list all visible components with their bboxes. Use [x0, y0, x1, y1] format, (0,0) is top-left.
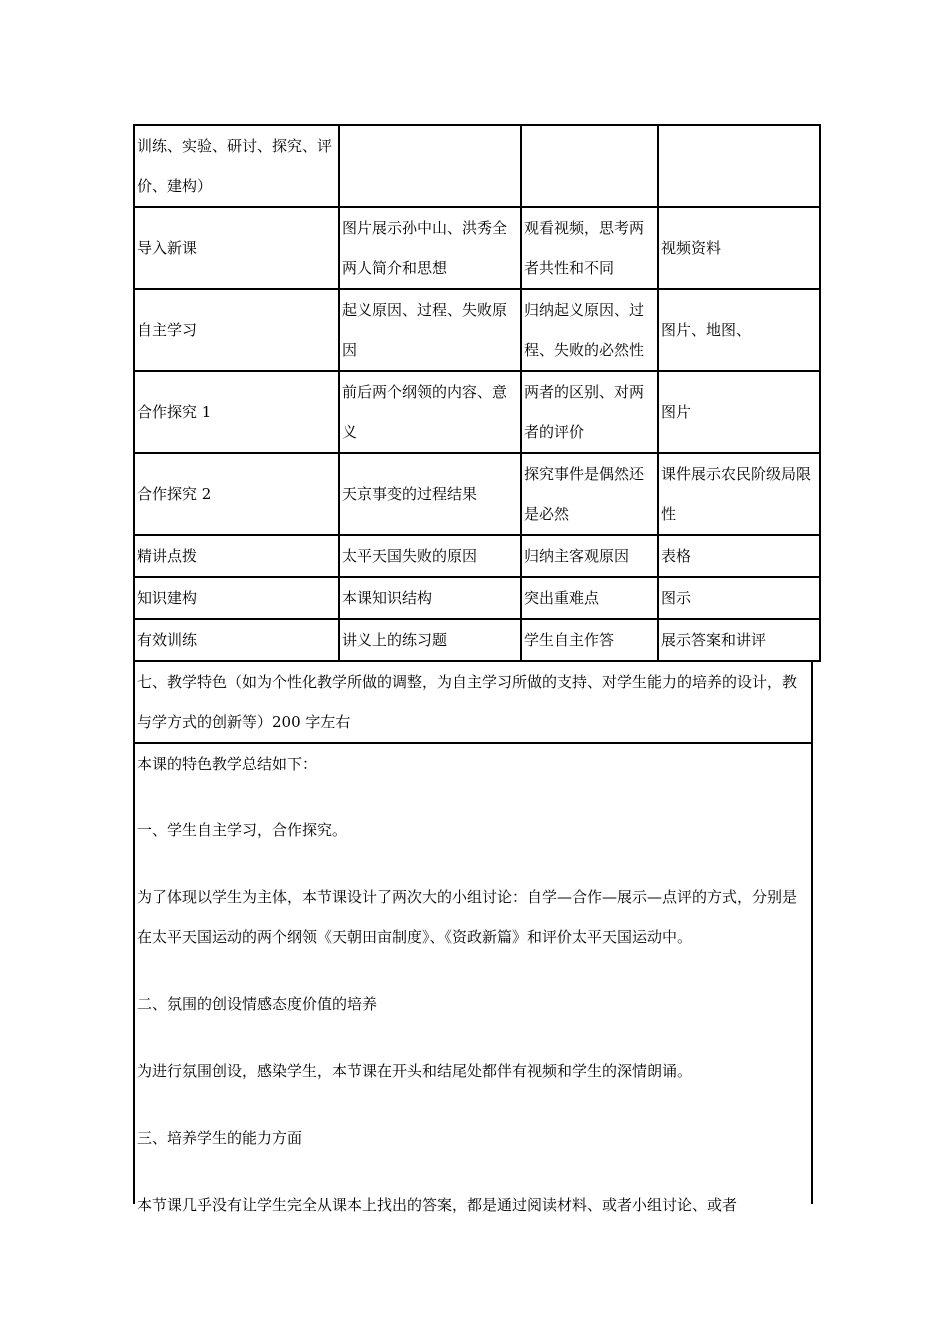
media-cell: 图示 [658, 577, 820, 619]
stage-cell: 自主学习 [134, 289, 339, 371]
stage-cell: 有效训练 [134, 619, 339, 661]
summary-point-3-body: 本节课几乎没有让学生完全从课本上找出的答案，都是通过阅读材料、或者小组讨论、或者 [137, 1196, 738, 1214]
summary-point-1-body: 为了体现以学生为主体，本节课设计了两次大的小组讨论：自学—合作—展示—点评的方式，分别是在太平天国运动的两个纲领《天朝田亩制度》、《资政新篇》和评价太平天国运动中。 [137, 888, 798, 946]
table-row [134, 619, 820, 661]
header-cell-activities: 训练、实验、研讨、探究、评价、建构） [134, 125, 339, 207]
stage-cell: 导入新课 [134, 207, 339, 289]
media-cell: 视频资料 [658, 207, 820, 289]
table-row [134, 371, 820, 453]
student-activity-cell: 学生自主作答 [521, 619, 658, 661]
section-heading-teaching-features: 七、教学特色（如为个性化教学所做的调整，为自主学习所做的支持、对学生能力的培养的设计，教与学方式的创新等）200 字左右 [133, 662, 813, 744]
summary-intro: 本课的特色教学总结如下： [137, 755, 318, 773]
table-row [134, 535, 820, 577]
student-activity-cell: 突出重难点 [521, 577, 658, 619]
media-cell: 图片 [658, 371, 820, 453]
summary-point-2-body: 为进行氛围创设，感染学生，本节课在开头和结尾处都伴有视频和学生的深情朗诵。 [137, 1062, 693, 1080]
summary-point-1-title: 一、学生自主学习，合作探究。 [137, 821, 348, 839]
teacher-activity-cell: 讲义上的练习题 [339, 619, 521, 661]
media-cell: 图片、地图、 [658, 289, 820, 371]
media-cell: 表格 [658, 535, 820, 577]
teacher-activity-cell: 本课知识结构 [339, 577, 521, 619]
teacher-activity-cell: 前后两个纲领的内容、意义 [339, 371, 521, 453]
stage-cell: 知识建构 [134, 577, 339, 619]
student-activity-cell: 归纳起义原因、过程、失败的必然性 [521, 289, 658, 371]
header-cell-empty [521, 125, 658, 207]
student-activity-cell: 观看视频，思考两者共性和不同 [521, 207, 658, 289]
table-row [134, 125, 820, 207]
summary-point-3-title: 三、培养学生的能力方面 [137, 1129, 303, 1147]
teacher-activity-cell: 天京事变的过程结果 [339, 453, 521, 535]
teacher-activity-cell: 起义原因、过程、失败原因 [339, 289, 521, 371]
teacher-activity-cell: 图片展示孙中山、洪秀全两人简介和思想 [339, 207, 521, 289]
table-row [134, 453, 820, 535]
stage-cell: 合作探究 1 [134, 371, 339, 453]
student-activity-cell: 两者的区别、对两者的评价 [521, 371, 658, 453]
media-cell: 课件展示农民阶级局限性 [658, 453, 820, 535]
teaching-summary [133, 744, 813, 1214]
student-activity-cell: 探究事件是偶然还是必然 [521, 453, 658, 535]
table-row [134, 289, 820, 371]
stage-cell: 精讲点拨 [134, 535, 339, 577]
lesson-plan-document [133, 124, 813, 1214]
stage-cell: 合作探究 2 [134, 453, 339, 535]
header-cell-empty [339, 125, 521, 207]
teaching-process-table [133, 124, 821, 662]
student-activity-cell: 归纳主客观原因 [521, 535, 658, 577]
table-row [134, 207, 820, 289]
header-cell-empty [658, 125, 820, 207]
summary-point-2-title: 二、氛围的创设情感态度价值的培养 [137, 995, 378, 1013]
teacher-activity-cell: 太平天国失败的原因 [339, 535, 521, 577]
table-row [134, 577, 820, 619]
media-cell: 展示答案和讲评 [658, 619, 820, 661]
